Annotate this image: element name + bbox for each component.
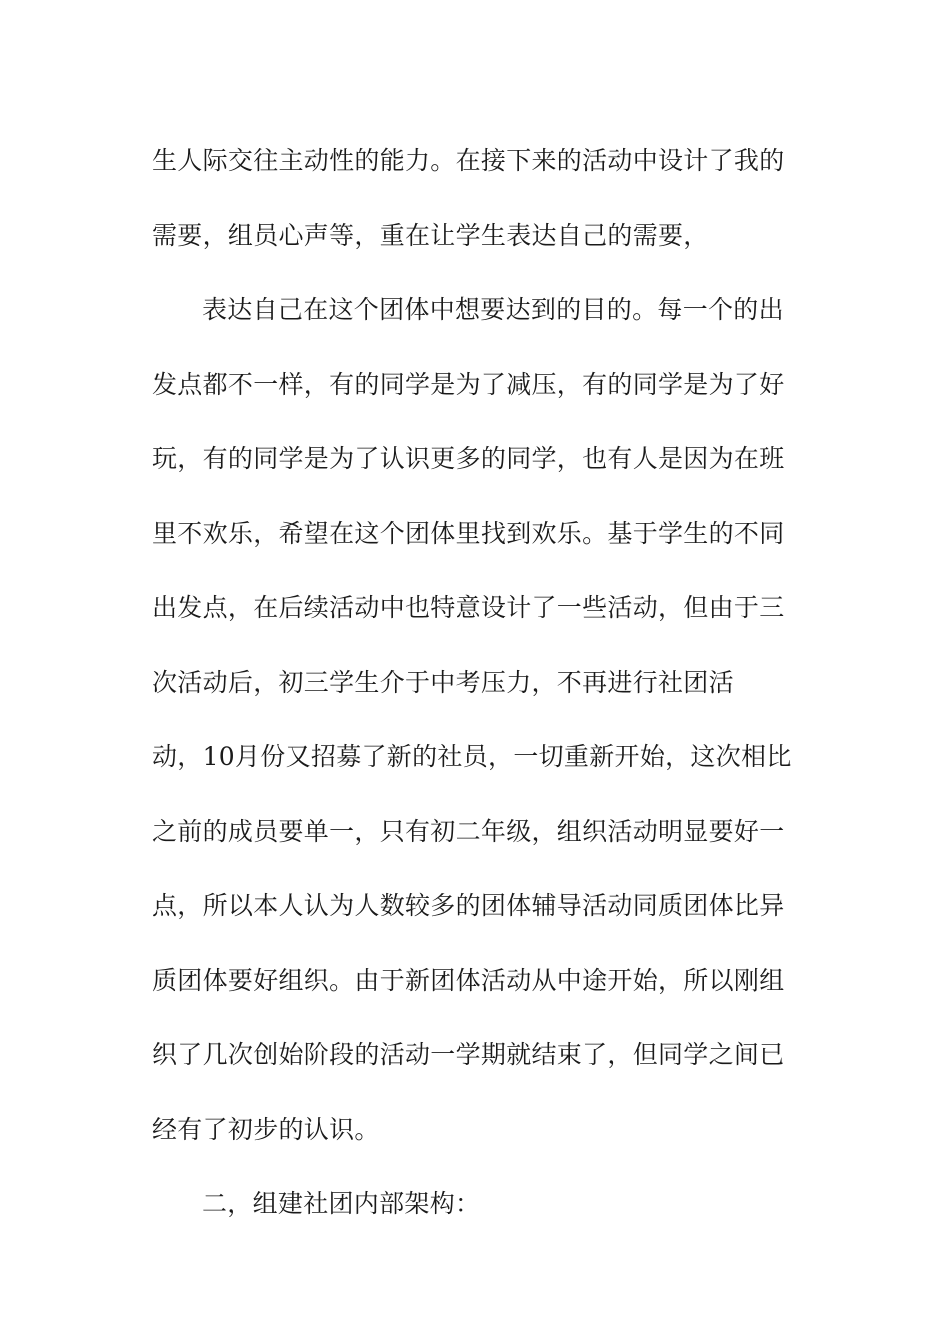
document-body — [152, 124, 802, 1242]
paragraph-line: 里不欢乐，希望在这个团体里找到欢乐。基于学生的不同 — [152, 518, 785, 548]
paragraph-line: 点，所以本人认为人数较多的团体辅导活动同质团体比异 — [152, 891, 785, 920]
paragraph-line: 动，10月份又招募了新的社员，一切重新开始，这次相比 — [152, 742, 792, 771]
paragraph-line: 出发点，在后续活动中也特意设计了一些活动，但由于三 — [152, 593, 785, 622]
section-heading: 二，组建社团内部架构： — [202, 1189, 481, 1218]
paragraph-line: 需要，组员心声等，重在让学生表达自己的需要， — [152, 220, 709, 250]
paragraph-line: 发点都不一样，有的同学是为了减压，有的同学是为了好 — [152, 369, 785, 399]
paragraph-line: 表达自己在这个团体中想要达到的目的。每一个的出 — [202, 295, 784, 324]
paragraph-line: 玩，有的同学是为了认识更多的同学，也有人是因为在班 — [152, 444, 785, 473]
paragraph-line: 质团体要好组织。由于新团体活动从中途开始，所以刚组 — [152, 965, 785, 995]
paragraph-line: 织了几次创始阶段的活动一学期就结束了，但同学之间已 — [152, 1040, 785, 1069]
paragraph-line: 次活动后，初三学生介于中考压力，不再进行社团活 — [152, 667, 734, 697]
paragraph-line: 生人际交往主动性的能力。在接下来的活动中设计了我的 — [152, 146, 785, 175]
paragraph-line: 之前的成员要单一，只有初二年级，组织活动明显要好一 — [152, 816, 785, 846]
paragraph-line: 经有了初步的认识。 — [152, 1114, 380, 1144]
